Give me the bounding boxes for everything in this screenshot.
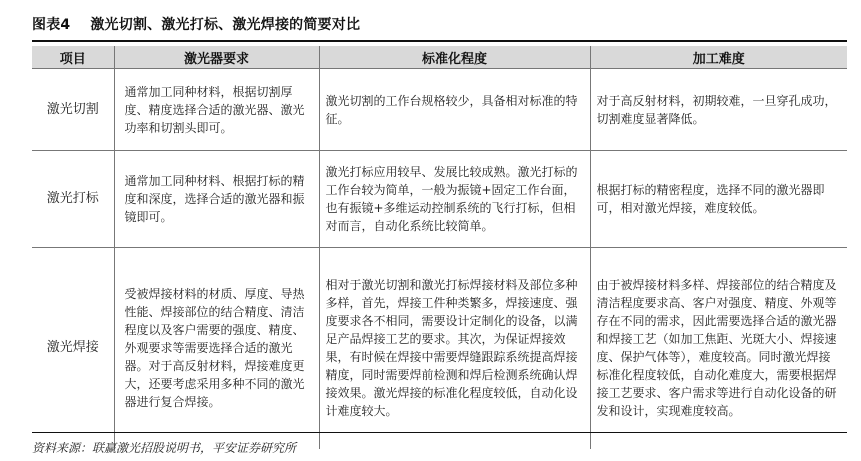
header-standardization: 标准化程度 xyxy=(319,46,590,69)
cell-laser-requirement: 受被焊接材料的材质、厚度、导热性能、焊接部位的结合精度、清洁程度以及客户需要的强度、精度、外观要求等需要选择合适的激光器。对于高反射材料，焊接难度更大，还要考虑采用多种不同的激光器进行复合焊接。 xyxy=(114,248,319,449)
header-laser-requirement: 激光器要求 xyxy=(114,46,319,69)
cell-laser-requirement: 通常加工同种材料，根据切割厚度、精度选择合适的激光器、激光功率和切割头即可。 xyxy=(114,69,319,151)
source-note: 资料来源：联赢激光招股说明书，平安证券研究所 xyxy=(32,441,297,455)
figure-title-text: 激光切割、激光打标、激光焊接的简要对比 xyxy=(90,17,361,33)
header-difficulty: 加工难度 xyxy=(590,46,847,69)
figure-number: 图表4 xyxy=(32,17,71,33)
figure-title xyxy=(32,14,360,34)
cell-standardization: 激光切割的工作台规格较少，具备相对标准的特征。 xyxy=(319,69,590,151)
cell-difficulty: 由于被焊接材料多样、焊接部位的结合精度及清洁程度要求高、客户对强度、精度、外观等存在不同的需求，因此需要选择合适的激光器和焊接工艺（如加工焦距、光斑大小、焊接速度、保护气体等），难度较高。同时激光焊接标准化程度较低，自动化难度大，需要根据焊接工艺要求、客户需求等进行自动化设备的研发和设计，实现难度较高。 xyxy=(590,248,847,449)
cell-standardization: 激光打标应用较早、发展比较成熟。激光打标的工作台较为简单，一般为振镜+固定工作台面，也有振镜+多维运动控制系统的飞行打标，但相对而言，自动化系统比较简单。 xyxy=(319,151,590,248)
bottom-rule xyxy=(32,432,847,433)
comparison-table xyxy=(32,46,847,449)
cell-difficulty: 根据打标的精密程度，选择不同的激光器即可，相对激光焊接，难度较低。 xyxy=(590,151,847,248)
table-header-row xyxy=(32,46,847,69)
header-item: 项目 xyxy=(32,46,114,69)
cell-item: 激光打标 xyxy=(32,151,114,248)
cell-standardization: 相对于激光切割和激光打标焊接材料及部位多种多样，首先，焊接工件种类繁多，焊接速度、强度要求各不相同，需要设计定制化的设备，以满足产品焊接工艺的要求。其次，为保证焊接效果，有时候在焊接中需要焊缝跟踪系统提高焊接精度，同时需要焊前检测和焊后检测系统确认焊接效果。激光焊接的标准化程度较低，自动化设计难度较大。 xyxy=(319,248,590,449)
cell-item: 激光焊接 xyxy=(32,248,114,449)
cell-item: 激光切割 xyxy=(32,69,114,151)
table-row xyxy=(32,248,847,449)
table-row xyxy=(32,69,847,151)
cell-difficulty: 对于高反射材料，初期较难，一旦穿孔成功，切割难度显著降低。 xyxy=(590,69,847,151)
cell-laser-requirement: 通常加工同种材料、根据打标的精度和深度，选择合适的激光器和振镜即可。 xyxy=(114,151,319,248)
table-row xyxy=(32,151,847,248)
top-rule xyxy=(32,40,847,42)
